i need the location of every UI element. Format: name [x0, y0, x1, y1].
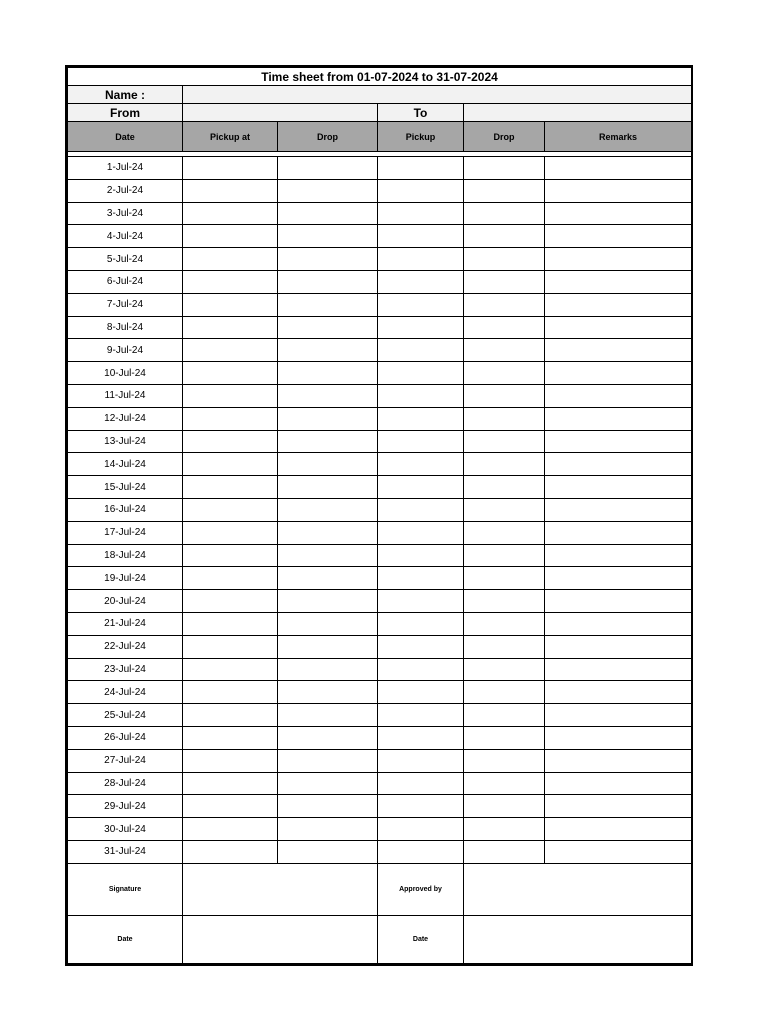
date-cell: 24-Jul-24	[68, 681, 183, 704]
remarks-cell[interactable]	[545, 772, 692, 795]
date-cell: 8-Jul-24	[68, 316, 183, 339]
name-label: Name :	[68, 86, 183, 104]
date-cell: 11-Jul-24	[68, 384, 183, 407]
pickup-at-cell[interactable]	[183, 362, 278, 385]
pickup-at-cell[interactable]	[183, 681, 278, 704]
drop-cell[interactable]	[278, 293, 378, 316]
drop-cell[interactable]	[278, 704, 378, 727]
date-cell: 17-Jul-24	[68, 521, 183, 544]
pickup-at-cell[interactable]	[183, 430, 278, 453]
date-cell: 2-Jul-24	[68, 179, 183, 202]
drop-2-cell[interactable]	[464, 658, 545, 681]
pickup-at-cell[interactable]	[183, 772, 278, 795]
pickup-cell[interactable]	[378, 384, 464, 407]
pickup-at-cell[interactable]	[183, 704, 278, 727]
drop-cell[interactable]	[278, 225, 378, 248]
table-row	[68, 658, 692, 681]
drop-2-cell[interactable]	[464, 544, 545, 567]
date-cell: 4-Jul-24	[68, 225, 183, 248]
remarks-cell[interactable]	[545, 248, 692, 271]
drop-cell[interactable]	[278, 339, 378, 362]
remarks-cell[interactable]	[545, 476, 692, 499]
table-row	[68, 202, 692, 225]
pickup-at-cell[interactable]	[183, 225, 278, 248]
table-row	[68, 521, 692, 544]
date-cell: 21-Jul-24	[68, 612, 183, 635]
drop-2-cell[interactable]	[464, 590, 545, 613]
drop-2-cell[interactable]	[464, 681, 545, 704]
pickup-cell[interactable]	[378, 772, 464, 795]
drop-2-cell[interactable]	[464, 749, 545, 772]
remarks-cell[interactable]	[545, 544, 692, 567]
remarks-cell[interactable]	[545, 749, 692, 772]
drop-cell[interactable]	[278, 384, 378, 407]
drop-2-cell[interactable]	[464, 248, 545, 271]
remarks-cell[interactable]	[545, 818, 692, 841]
date-cell: 19-Jul-24	[68, 567, 183, 590]
drop-2-cell[interactable]	[464, 840, 545, 863]
table-row	[68, 590, 692, 613]
pickup-at-cell[interactable]	[183, 476, 278, 499]
drop-cell[interactable]	[278, 658, 378, 681]
remarks-cell[interactable]	[545, 612, 692, 635]
date-cell: 14-Jul-24	[68, 453, 183, 476]
remarks-cell[interactable]	[545, 316, 692, 339]
date-cell: 13-Jul-24	[68, 430, 183, 453]
table-row	[68, 453, 692, 476]
drop-2-cell[interactable]	[464, 407, 545, 430]
pickup-cell[interactable]	[378, 544, 464, 567]
drop-cell[interactable]	[278, 202, 378, 225]
table-row	[68, 248, 692, 271]
remarks-cell[interactable]	[545, 179, 692, 202]
footer-date-field-right[interactable]	[464, 915, 692, 963]
pickup-cell[interactable]	[378, 612, 464, 635]
drop-2-cell[interactable]	[464, 521, 545, 544]
table-row	[68, 726, 692, 749]
remarks-cell[interactable]	[545, 840, 692, 863]
drop-cell[interactable]	[278, 840, 378, 863]
drop-2-cell[interactable]	[464, 772, 545, 795]
date-cell: 31-Jul-24	[68, 840, 183, 863]
drop-cell[interactable]	[278, 818, 378, 841]
pickup-cell[interactable]	[378, 430, 464, 453]
drop-2-cell[interactable]	[464, 270, 545, 293]
pickup-cell[interactable]	[378, 818, 464, 841]
pickup-at-cell[interactable]	[183, 157, 278, 180]
drop-2-cell[interactable]	[464, 818, 545, 841]
drop-cell[interactable]	[278, 612, 378, 635]
drop-2-cell[interactable]	[464, 316, 545, 339]
drop-2-cell[interactable]	[464, 225, 545, 248]
table-row	[68, 772, 692, 795]
drop-2-cell[interactable]	[464, 202, 545, 225]
remarks-cell[interactable]	[545, 270, 692, 293]
table-row	[68, 704, 692, 727]
drop-2-cell[interactable]	[464, 157, 545, 180]
drop-cell[interactable]	[278, 749, 378, 772]
date-cell: 29-Jul-24	[68, 795, 183, 818]
date-cell: 16-Jul-24	[68, 498, 183, 521]
table-row	[68, 316, 692, 339]
remarks-cell[interactable]	[545, 635, 692, 658]
pickup-at-cell[interactable]	[183, 498, 278, 521]
date-cell: 28-Jul-24	[68, 772, 183, 795]
pickup-at-cell[interactable]	[183, 384, 278, 407]
from-field[interactable]	[183, 104, 378, 122]
date-cell: 12-Jul-24	[68, 407, 183, 430]
remarks-cell[interactable]	[545, 293, 692, 316]
table-row	[68, 407, 692, 430]
drop-2-cell[interactable]	[464, 179, 545, 202]
table-row	[68, 749, 692, 772]
to-field[interactable]	[464, 104, 692, 122]
drop-cell[interactable]	[278, 362, 378, 385]
drop-2-cell[interactable]	[464, 362, 545, 385]
pickup-cell[interactable]	[378, 407, 464, 430]
pickup-at-cell[interactable]	[183, 840, 278, 863]
remarks-cell[interactable]	[545, 681, 692, 704]
drop-2-cell[interactable]	[464, 293, 545, 316]
pickup-at-cell[interactable]	[183, 453, 278, 476]
table-row	[68, 635, 692, 658]
pickup-cell[interactable]	[378, 749, 464, 772]
date-cell: 20-Jul-24	[68, 590, 183, 613]
drop-cell[interactable]	[278, 157, 378, 180]
table-row	[68, 430, 692, 453]
footer-date-label-left: Date	[68, 915, 183, 963]
pickup-at-cell[interactable]	[183, 818, 278, 841]
drop-2-cell[interactable]	[464, 430, 545, 453]
column-header-pickup-at: Pickup at	[183, 122, 278, 152]
column-header-row	[68, 122, 692, 152]
pickup-cell[interactable]	[378, 453, 464, 476]
table-row	[68, 567, 692, 590]
date-cell: 30-Jul-24	[68, 818, 183, 841]
remarks-cell[interactable]	[545, 362, 692, 385]
remarks-cell[interactable]	[545, 567, 692, 590]
drop-2-cell[interactable]	[464, 567, 545, 590]
drop-2-cell[interactable]	[464, 498, 545, 521]
date-cell: 5-Jul-24	[68, 248, 183, 271]
pickup-cell[interactable]	[378, 476, 464, 499]
date-cell: 22-Jul-24	[68, 635, 183, 658]
pickup-at-cell[interactable]	[183, 590, 278, 613]
pickup-at-cell[interactable]	[183, 248, 278, 271]
drop-cell[interactable]	[278, 476, 378, 499]
timesheet	[65, 65, 693, 966]
pickup-cell[interactable]	[378, 567, 464, 590]
pickup-cell[interactable]	[378, 840, 464, 863]
drop-cell[interactable]	[278, 590, 378, 613]
remarks-cell[interactable]	[545, 521, 692, 544]
table-row	[68, 498, 692, 521]
drop-cell[interactable]	[278, 795, 378, 818]
signature-label: Signature	[68, 863, 183, 915]
remarks-cell[interactable]	[545, 339, 692, 362]
pickup-cell[interactable]	[378, 681, 464, 704]
drop-cell[interactable]	[278, 248, 378, 271]
pickup-cell[interactable]	[378, 521, 464, 544]
pickup-at-cell[interactable]	[183, 270, 278, 293]
drop-cell[interactable]	[278, 498, 378, 521]
pickup-at-cell[interactable]	[183, 521, 278, 544]
pickup-cell[interactable]	[378, 498, 464, 521]
pickup-cell[interactable]	[378, 179, 464, 202]
table-row	[68, 681, 692, 704]
name-field[interactable]	[183, 86, 692, 104]
table-row	[68, 179, 692, 202]
pickup-cell[interactable]	[378, 225, 464, 248]
remarks-cell[interactable]	[545, 704, 692, 727]
drop-cell[interactable]	[278, 567, 378, 590]
drop-2-cell[interactable]	[464, 704, 545, 727]
pickup-at-cell[interactable]	[183, 316, 278, 339]
pickup-cell[interactable]	[378, 704, 464, 727]
pickup-at-cell[interactable]	[183, 202, 278, 225]
pickup-at-cell[interactable]	[183, 635, 278, 658]
date-cell: 10-Jul-24	[68, 362, 183, 385]
date-cell: 7-Jul-24	[68, 293, 183, 316]
date-cell: 6-Jul-24	[68, 270, 183, 293]
pickup-cell[interactable]	[378, 726, 464, 749]
remarks-cell[interactable]	[545, 202, 692, 225]
pickup-at-cell[interactable]	[183, 293, 278, 316]
drop-cell[interactable]	[278, 521, 378, 544]
drop-2-cell[interactable]	[464, 635, 545, 658]
pickup-cell[interactable]	[378, 270, 464, 293]
date-cell: 3-Jul-24	[68, 202, 183, 225]
date-cell: 15-Jul-24	[68, 476, 183, 499]
drop-cell[interactable]	[278, 772, 378, 795]
table-row	[68, 818, 692, 841]
table-row	[68, 795, 692, 818]
pickup-cell[interactable]	[378, 157, 464, 180]
drop-cell[interactable]	[278, 407, 378, 430]
footer-date-field-left[interactable]	[183, 915, 378, 963]
table-row	[68, 270, 692, 293]
table-row	[68, 157, 692, 180]
column-header-drop-2: Drop	[464, 122, 545, 152]
table-row	[68, 362, 692, 385]
drop-cell[interactable]	[278, 635, 378, 658]
pickup-cell[interactable]	[378, 293, 464, 316]
remarks-cell[interactable]	[545, 498, 692, 521]
column-header-pickup: Pickup	[378, 122, 464, 152]
pickup-cell[interactable]	[378, 635, 464, 658]
pickup-cell[interactable]	[378, 362, 464, 385]
drop-cell[interactable]	[278, 726, 378, 749]
pickup-cell[interactable]	[378, 339, 464, 362]
pickup-at-cell[interactable]	[183, 567, 278, 590]
approved-by-field[interactable]	[464, 863, 692, 915]
signature-field[interactable]	[183, 863, 378, 915]
drop-2-cell[interactable]	[464, 384, 545, 407]
date-cell: 18-Jul-24	[68, 544, 183, 567]
pickup-cell[interactable]	[378, 658, 464, 681]
pickup-cell[interactable]	[378, 202, 464, 225]
drop-cell[interactable]	[278, 544, 378, 567]
pickup-at-cell[interactable]	[183, 726, 278, 749]
table-row	[68, 384, 692, 407]
remarks-cell[interactable]	[545, 225, 692, 248]
drop-cell[interactable]	[278, 430, 378, 453]
table-row	[68, 339, 692, 362]
date-cell: 27-Jul-24	[68, 749, 183, 772]
pickup-at-cell[interactable]	[183, 339, 278, 362]
column-header-drop: Drop	[278, 122, 378, 152]
date-cell: 1-Jul-24	[68, 157, 183, 180]
pickup-cell[interactable]	[378, 590, 464, 613]
pickup-at-cell[interactable]	[183, 658, 278, 681]
remarks-cell[interactable]	[545, 590, 692, 613]
drop-cell[interactable]	[278, 316, 378, 339]
pickup-at-cell[interactable]	[183, 612, 278, 635]
drop-2-cell[interactable]	[464, 612, 545, 635]
table-row	[68, 612, 692, 635]
date-cell: 23-Jul-24	[68, 658, 183, 681]
drop-cell[interactable]	[278, 270, 378, 293]
pickup-cell[interactable]	[378, 248, 464, 271]
drop-cell[interactable]	[278, 179, 378, 202]
from-label: From	[68, 104, 183, 122]
drop-2-cell[interactable]	[464, 795, 545, 818]
column-header-remarks: Remarks	[545, 122, 692, 152]
column-header-date: Date	[68, 122, 183, 152]
pickup-at-cell[interactable]	[183, 179, 278, 202]
table-row	[68, 476, 692, 499]
table-row	[68, 225, 692, 248]
pickup-at-cell[interactable]	[183, 795, 278, 818]
pickup-cell[interactable]	[378, 316, 464, 339]
remarks-cell[interactable]	[545, 157, 692, 180]
drop-2-cell[interactable]	[464, 476, 545, 499]
table-row	[68, 293, 692, 316]
remarks-cell[interactable]	[545, 407, 692, 430]
pickup-at-cell[interactable]	[183, 544, 278, 567]
remarks-cell[interactable]	[545, 453, 692, 476]
table-row	[68, 840, 692, 863]
drop-2-cell[interactable]	[464, 726, 545, 749]
drop-cell[interactable]	[278, 453, 378, 476]
footer-date-label-right: Date	[378, 915, 464, 963]
remarks-cell[interactable]	[545, 795, 692, 818]
drop-2-cell[interactable]	[464, 339, 545, 362]
remarks-cell[interactable]	[545, 384, 692, 407]
drop-2-cell[interactable]	[464, 453, 545, 476]
remarks-cell[interactable]	[545, 726, 692, 749]
approved-by-label: Approved by	[378, 863, 464, 915]
to-label: To	[378, 104, 464, 122]
remarks-cell[interactable]	[545, 430, 692, 453]
remarks-cell[interactable]	[545, 658, 692, 681]
sheet-title: Time sheet from 01-07-2024 to 31-07-2024	[68, 68, 692, 86]
table-row	[68, 544, 692, 567]
date-cell: 9-Jul-24	[68, 339, 183, 362]
date-cell: 25-Jul-24	[68, 704, 183, 727]
pickup-at-cell[interactable]	[183, 749, 278, 772]
date-cell: 26-Jul-24	[68, 726, 183, 749]
timesheet-table	[67, 67, 692, 964]
pickup-cell[interactable]	[378, 795, 464, 818]
drop-cell[interactable]	[278, 681, 378, 704]
pickup-at-cell[interactable]	[183, 407, 278, 430]
